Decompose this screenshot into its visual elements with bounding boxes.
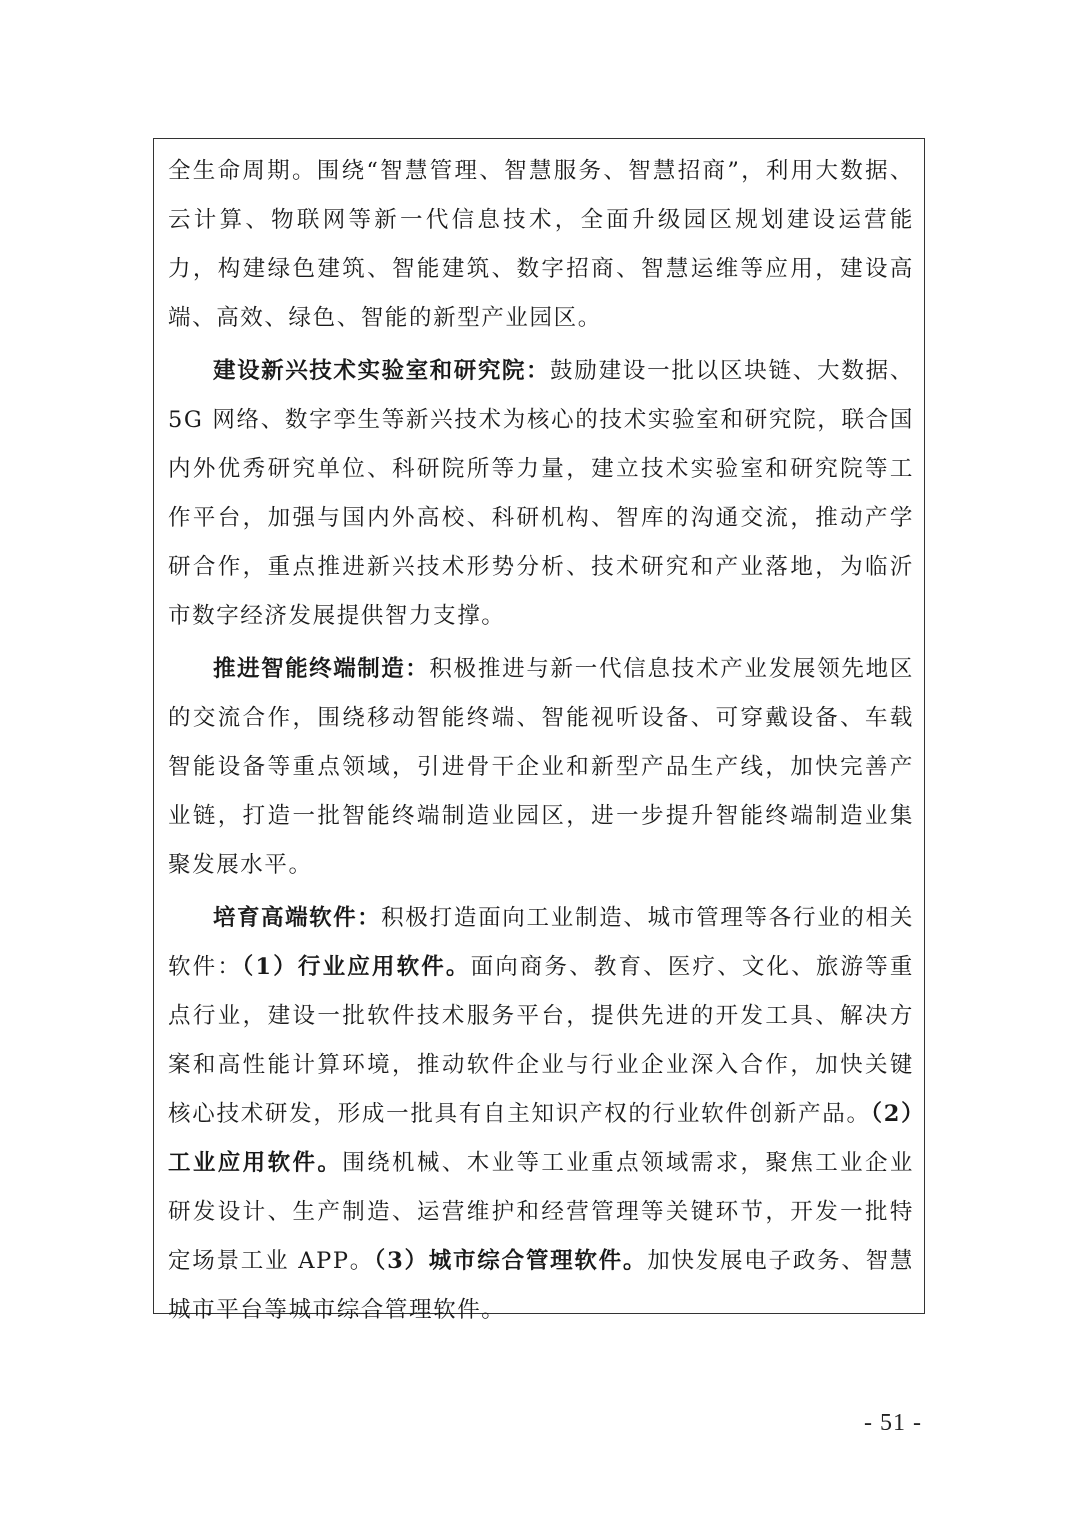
paragraph-text: 积极打造面向工业制造、城市管理等各行业的相关软件： xyxy=(168,905,914,980)
paragraph-smart-terminals xyxy=(168,645,914,890)
section-heading-high-end-software: 培育高端软件： xyxy=(213,905,382,931)
page-number: - 51 - xyxy=(864,1410,922,1436)
paragraph-text: 围绕机械、木业等工业重点领域需求，聚焦工业企业研发设计、生产制造、运营维护和经营管理等关键环节，开发一批特定场景工业 APP。 xyxy=(168,1150,914,1274)
paragraph-high-end-software xyxy=(168,894,914,1335)
subheading-industrial-software: （2）工业应用软件。 xyxy=(168,1101,914,1176)
subheading-city-management-software: （3）城市综合管理软件。 xyxy=(374,1248,648,1274)
subheading-industry-software: （1）行业应用软件。 xyxy=(242,954,471,980)
paragraph-text: 面向商务、教育、医疗、文化、旅游等重点行业，建设一批软件技术服务平台，提供先进的开发工具、解决方案和高性能计算环境，推动软件企业与行业企业深入合作，加快关键核心技术研发，形成一批具有自主知识产权的行业软件创新产品。 xyxy=(168,954,914,1127)
section-heading-smart-terminals: 推进智能终端制造： xyxy=(213,656,430,682)
document-body xyxy=(168,147,914,1335)
paragraph-text: 积极推进与新一代信息技术产业发展领先地区的交流合作，围绕移动智能终端、智能视听设备、可穿戴设备、车载智能设备等重点领域，引进骨干企业和新型产品生产线，加快完善产业链，打造一批智能终端制造业园区，进一步提升智能终端制造业集聚发展水平。 xyxy=(168,656,914,878)
paragraph-text: 加快发展电子政务、智慧城市平台等城市综合管理软件。 xyxy=(168,1248,915,1323)
paragraph-tech-labs xyxy=(168,347,914,641)
paragraph-smart-park xyxy=(168,147,914,343)
paragraph-text: 鼓励建设一批以区块链、大数据、5G 网络、数字孪生等新兴技术为核心的技术实验室和研究院，联合国内外优秀研究单位、科研院所等力量，建立技术实验室和研究院等工作平台，加强与国内外高校、科研机构、智库的沟通交流，推动产学研合作，重点推进新兴技术形势分析、技术研究和产业落地，为临沂市数字经济发展提供智力支撑。 xyxy=(168,358,914,629)
paragraph-text: 全生命周期。围绕“智慧管理、智慧服务、智慧招商”，利用大数据、云计算、物联网等新一代信息技术，全面升级园区规划建设运营能力，构建绿色建筑、智能建筑、数字招商、智慧运维等应用，建设高端、高效、绿色、智能的新型产业园区。 xyxy=(168,158,914,331)
content-frame xyxy=(153,138,925,1323)
section-heading-tech-labs: 建设新兴技术实验室和研究院： xyxy=(213,358,551,384)
